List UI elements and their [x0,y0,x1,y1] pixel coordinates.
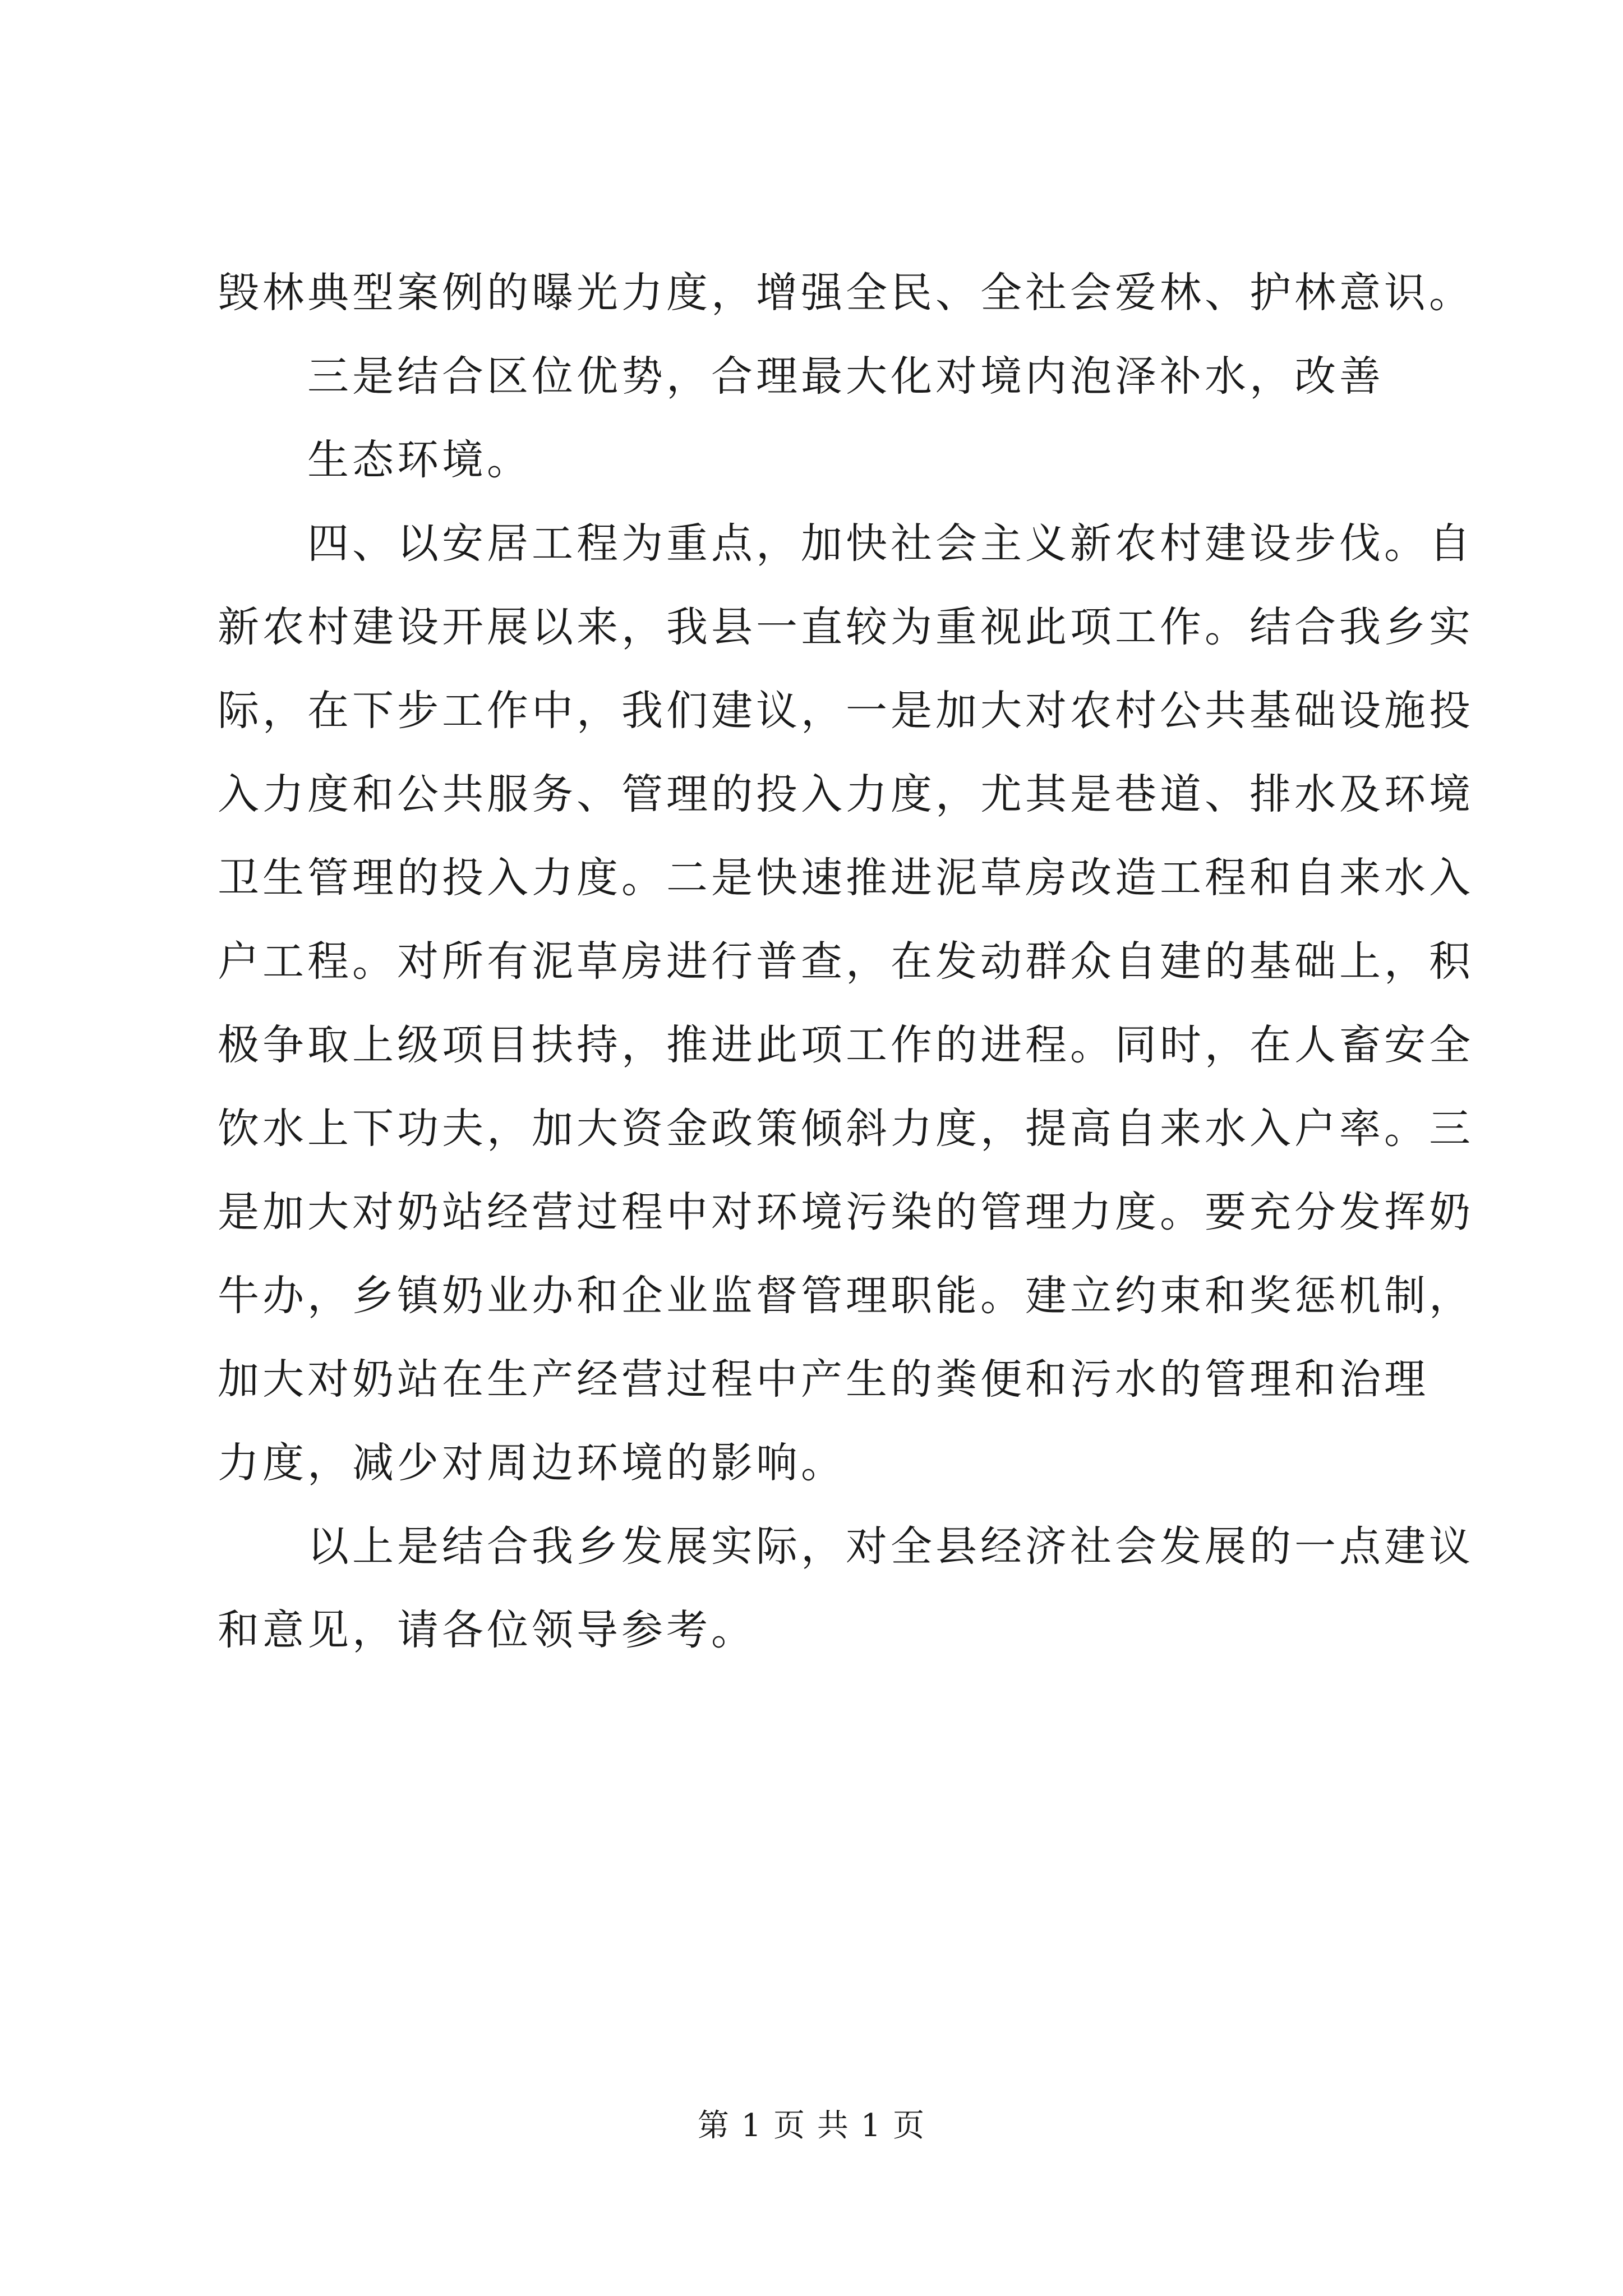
paragraph-line: 极争取上级项目扶持，推进此项工作的进程。同时，在人畜安全 [218,1021,1474,1069]
paragraph-line: 生态环境。 [307,436,532,484]
paragraph-line: 毁林典型案例的曝光力度，增强全民、全社会爱林、护林意识。 [218,269,1474,317]
paragraph-line: 以上是结合我乡发展实际，对全县经济社会发展的一点建议 [307,1522,1474,1571]
paragraph-line: 新农村建设开展以来，我县一直较为重视此项工作。结合我乡实 [218,603,1474,651]
paragraph-line: 饮水上下功夫，加大资金政策倾斜力度，提高自来水入户率。三 [218,1105,1474,1153]
paragraph-line: 四、以安居工程为重点，加快社会主义新农村建设步伐。自 [307,519,1474,568]
paragraph-line: 加大对奶站在生产经营过程中产生的粪便和污水的管理和治理 [218,1355,1429,1404]
paragraph-line: 和意见，请各位领导参考。 [218,1606,756,1654]
paragraph-line: 卫生管理的投入力度。二是快速推进泥草房改造工程和自来水入 [218,854,1474,902]
document-body [218,251,1474,1672]
paragraph-line: 入力度和公共服务、管理的投入力度，尤其是巷道、排水及环境 [218,770,1474,818]
page-number-footer: 第 1 页 共 1 页 [697,2108,926,2144]
paragraph-line: 三是结合区位优势，合理最大化对境内泡泽补水，改善 [307,352,1384,401]
paragraph-line: 牛办，乡镇奶业办和企业监督管理职能。建立约束和奖惩机制， [218,1272,1474,1320]
paragraph-line: 户工程。对所有泥草房进行普查，在发动群众自建的基础上，积 [218,937,1474,986]
paragraph-line: 际，在下步工作中，我们建议，一是加大对农村公共基础设施投 [218,687,1474,735]
paragraph-line: 是加大对奶站经营过程中对环境污染的管理力度。要充分发挥奶 [218,1188,1474,1236]
paragraph-line: 力度，减少对周边环境的影响。 [218,1439,846,1487]
